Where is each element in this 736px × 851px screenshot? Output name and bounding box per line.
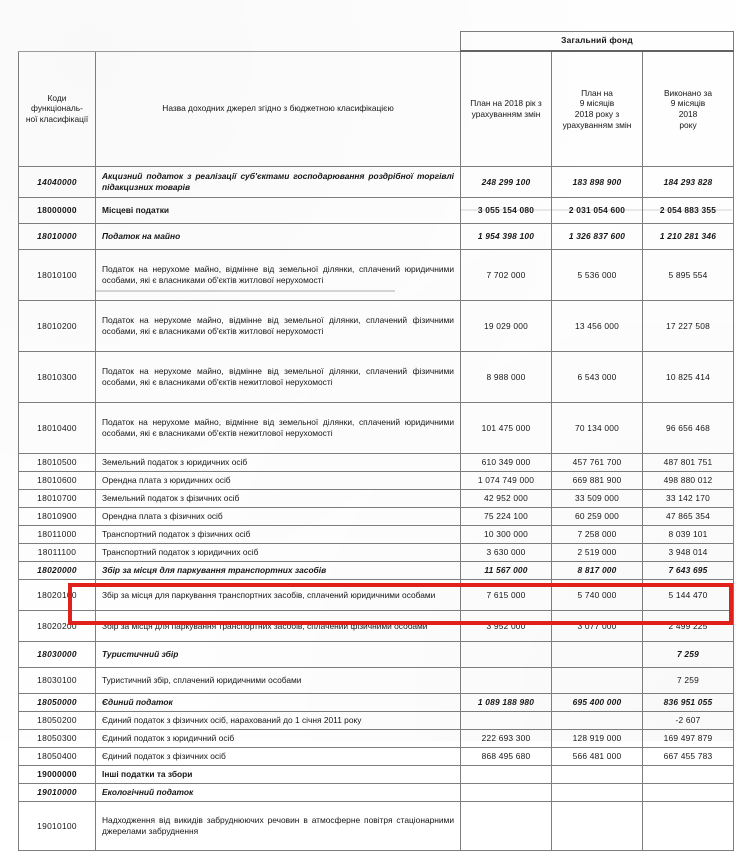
- row-plan-9months: 1 326 837 600: [552, 224, 643, 250]
- row-actual-9months: 836 951 055: [643, 694, 734, 712]
- row-name: Збір за місця для паркування транспортних засобів, сплачений фізичними особами: [96, 611, 461, 642]
- row-actual-9months: 2 054 883 355: [643, 198, 734, 224]
- row-name: Податок на майно: [96, 224, 461, 250]
- row-plan-9months: 60 259 000: [552, 508, 643, 526]
- row-plan-year: 222 693 300: [461, 730, 552, 748]
- row-plan-9months: 70 134 000: [552, 403, 643, 454]
- row-code: 18011000: [19, 526, 96, 544]
- row-name: Податок на нерухоме майно, відмінне від земельної ділянки, сплачений юридичними особами, які є власниками об'єктів житлової нерухомості: [96, 250, 461, 301]
- row-code: 18050200: [19, 712, 96, 730]
- row-code: 18010900: [19, 508, 96, 526]
- row-code: 19010000: [19, 784, 96, 802]
- row-plan-9months: 695 400 000: [552, 694, 643, 712]
- table-row: [19, 562, 734, 580]
- table-row: [19, 748, 734, 766]
- header-col-plan-9months: План на 9 місяців 2018 року з урахуванням змін: [552, 51, 643, 167]
- row-plan-9months: [552, 712, 643, 730]
- row-actual-9months: 667 455 783: [643, 748, 734, 766]
- table-row: [19, 250, 734, 301]
- row-plan-year: 7 702 000: [461, 250, 552, 301]
- row-name: Транспортний податок з фізичних осіб: [96, 526, 461, 544]
- table-row: [19, 766, 734, 784]
- row-name: Туристичний збір: [96, 642, 461, 668]
- row-code: 18010000: [19, 224, 96, 250]
- row-actual-9months: [643, 766, 734, 784]
- row-plan-9months: 128 919 000: [552, 730, 643, 748]
- row-plan-9months: 2 519 000: [552, 544, 643, 562]
- table-row: [19, 301, 734, 352]
- row-plan-year: 1 089 188 980: [461, 694, 552, 712]
- row-code: 18010600: [19, 472, 96, 490]
- row-plan-9months: 2 031 054 600: [552, 198, 643, 224]
- row-code: 18010200: [19, 301, 96, 352]
- row-plan-9months: 33 509 000: [552, 490, 643, 508]
- row-actual-9months: 498 880 012: [643, 472, 734, 490]
- table-row: [19, 508, 734, 526]
- table-row: [19, 403, 734, 454]
- table-row: [19, 198, 734, 224]
- row-plan-9months: 457 761 700: [552, 454, 643, 472]
- row-plan-year: 3 630 000: [461, 544, 552, 562]
- header-blank-code: [19, 32, 96, 52]
- row-name: Податок на нерухоме майно, відмінне від земельної ділянки, сплачений фізичними особами, які є власниками об'єктів нежитлової нерухомості: [96, 352, 461, 403]
- row-code: 18010500: [19, 454, 96, 472]
- row-plan-9months: [552, 802, 643, 851]
- row-code: 18050400: [19, 748, 96, 766]
- row-plan-9months: 566 481 000: [552, 748, 643, 766]
- row-code: 18010300: [19, 352, 96, 403]
- row-plan-year: 3 055 154 080: [461, 198, 552, 224]
- row-actual-9months: -2 607: [643, 712, 734, 730]
- row-plan-9months: 3 077 000: [552, 611, 643, 642]
- row-code: 18020200: [19, 611, 96, 642]
- table-row: [19, 730, 734, 748]
- row-actual-9months: 10 825 414: [643, 352, 734, 403]
- row-actual-9months: 7 259: [643, 642, 734, 668]
- row-plan-9months: 5 536 000: [552, 250, 643, 301]
- row-plan-year: 3 952 000: [461, 611, 552, 642]
- row-code: 18050000: [19, 694, 96, 712]
- row-code: 18011100: [19, 544, 96, 562]
- table-row: [19, 454, 734, 472]
- table-row: [19, 642, 734, 668]
- row-actual-9months: 96 656 468: [643, 403, 734, 454]
- table-header: [19, 32, 734, 167]
- table-row: [19, 352, 734, 403]
- header-columns-row: [19, 51, 734, 167]
- row-plan-9months: 669 881 900: [552, 472, 643, 490]
- row-plan-9months: 183 898 900: [552, 167, 643, 198]
- header-blank-name: [96, 32, 461, 52]
- table-row: [19, 167, 734, 198]
- row-plan-9months: 8 817 000: [552, 562, 643, 580]
- row-actual-9months: 169 497 879: [643, 730, 734, 748]
- row-code: 18010100: [19, 250, 96, 301]
- row-name: Податок на нерухоме майно, відмінне від земельної ділянки, сплачений юридичними особами, які є власниками об'єктів нежитлової нерухомості: [96, 403, 461, 454]
- row-code: 18010400: [19, 403, 96, 454]
- row-plan-year: [461, 784, 552, 802]
- row-name: Туристичний збір, сплачений юридичними особами: [96, 668, 461, 694]
- row-name: Земельний податок з фізичних осіб: [96, 490, 461, 508]
- table-row: [19, 580, 734, 611]
- row-plan-9months: 7 258 000: [552, 526, 643, 544]
- header-fund-row: [19, 32, 734, 52]
- row-plan-year: 610 349 000: [461, 454, 552, 472]
- row-actual-9months: 1 210 281 346: [643, 224, 734, 250]
- row-name: Єдиний податок з фізичних осіб: [96, 748, 461, 766]
- row-plan-year: 1 074 749 000: [461, 472, 552, 490]
- row-code: 19000000: [19, 766, 96, 784]
- row-name: Податок на нерухоме майно, відмінне від земельної ділянки, сплачений фізичними особами, які є власниками об'єктів житлової нерухомості: [96, 301, 461, 352]
- table-row: [19, 611, 734, 642]
- row-name: Орендна плата з юридичних осіб: [96, 472, 461, 490]
- row-actual-9months: 47 865 354: [643, 508, 734, 526]
- row-actual-9months: 3 948 014: [643, 544, 734, 562]
- row-actual-9months: 2 499 225: [643, 611, 734, 642]
- table-row: [19, 472, 734, 490]
- header-col-code: Коди функціональ- ної класифікації: [19, 51, 96, 167]
- row-name: Екологічний податок: [96, 784, 461, 802]
- row-name: Місцеві податки: [96, 198, 461, 224]
- row-plan-9months: [552, 642, 643, 668]
- row-code: 18020000: [19, 562, 96, 580]
- row-plan-year: [461, 766, 552, 784]
- row-code: 18030000: [19, 642, 96, 668]
- row-plan-9months: [552, 668, 643, 694]
- row-actual-9months: 7 643 695: [643, 562, 734, 580]
- row-plan-year: [461, 802, 552, 851]
- row-name: Акцизний податок з реалізації суб'єктами господарювання роздрібної торгівлі підакцизних товарів: [96, 167, 461, 198]
- row-name: Єдиний податок з фізичних осіб, нарахований до 1 січня 2011 року: [96, 712, 461, 730]
- row-plan-year: 7 615 000: [461, 580, 552, 611]
- row-plan-year: [461, 668, 552, 694]
- row-code: 18050300: [19, 730, 96, 748]
- row-actual-9months: [643, 802, 734, 851]
- row-name: Орендна плата з фізичних осіб: [96, 508, 461, 526]
- table-row: [19, 668, 734, 694]
- row-plan-year: 248 299 100: [461, 167, 552, 198]
- row-name: Збір за місця для паркування транспортних засобів: [96, 562, 461, 580]
- row-plan-year: 8 988 000: [461, 352, 552, 403]
- row-name: Єдиний податок: [96, 694, 461, 712]
- row-actual-9months: 5 895 554: [643, 250, 734, 301]
- row-code: 18030100: [19, 668, 96, 694]
- row-actual-9months: 5 144 470: [643, 580, 734, 611]
- table-row: [19, 526, 734, 544]
- row-name: Надходження від викидів забруднюючих речовин в атмосферне повітря стаціонарними джерелами забруднення: [96, 802, 461, 851]
- row-name: Збір за місця для паркування транспортних засобів, сплачений юридичними особами: [96, 580, 461, 611]
- table-row: [19, 490, 734, 508]
- table-row: [19, 784, 734, 802]
- row-plan-9months: 13 456 000: [552, 301, 643, 352]
- row-actual-9months: 7 259: [643, 668, 734, 694]
- row-plan-year: [461, 712, 552, 730]
- row-actual-9months: 8 039 101: [643, 526, 734, 544]
- row-actual-9months: 33 142 170: [643, 490, 734, 508]
- row-name: Земельний податок з юридичних осіб: [96, 454, 461, 472]
- row-code: 18010700: [19, 490, 96, 508]
- row-plan-year: 101 475 000: [461, 403, 552, 454]
- row-code: 14040000: [19, 167, 96, 198]
- table-body: [19, 167, 734, 851]
- row-name: Інші податки та збори: [96, 766, 461, 784]
- budget-revenue-table: [18, 31, 734, 851]
- row-actual-9months: 17 227 508: [643, 301, 734, 352]
- table-row: [19, 802, 734, 851]
- row-plan-year: 75 224 100: [461, 508, 552, 526]
- row-plan-9months: 5 740 000: [552, 580, 643, 611]
- header-col-name: Назва доходних джерел згідно з бюджетною класифікацією: [96, 51, 461, 167]
- row-plan-9months: [552, 784, 643, 802]
- row-plan-year: 19 029 000: [461, 301, 552, 352]
- row-actual-9months: 184 293 828: [643, 167, 734, 198]
- row-code: 18000000: [19, 198, 96, 224]
- row-code: 19010100: [19, 802, 96, 851]
- table-row: [19, 712, 734, 730]
- row-plan-year: [461, 642, 552, 668]
- table-row: [19, 544, 734, 562]
- table-row: [19, 224, 734, 250]
- row-plan-year: 42 952 000: [461, 490, 552, 508]
- table-row: [19, 694, 734, 712]
- row-plan-year: 11 567 000: [461, 562, 552, 580]
- row-plan-year: 1 954 398 100: [461, 224, 552, 250]
- header-col-actual-9months: Виконано за 9 місяців 2018 року: [643, 51, 734, 167]
- header-col-plan-year: План на 2018 рік з урахуванням змін: [461, 51, 552, 167]
- row-plan-9months: [552, 766, 643, 784]
- row-plan-year: 868 495 680: [461, 748, 552, 766]
- header-general-fund: Загальний фонд: [461, 32, 734, 52]
- row-actual-9months: 487 801 751: [643, 454, 734, 472]
- row-code: 18020100: [19, 580, 96, 611]
- row-name: Транспортний податок з юридичних осіб: [96, 544, 461, 562]
- row-plan-year: 10 300 000: [461, 526, 552, 544]
- row-actual-9months: [643, 784, 734, 802]
- row-name: Єдиний податок з юридичний осіб: [96, 730, 461, 748]
- row-plan-9months: 6 543 000: [552, 352, 643, 403]
